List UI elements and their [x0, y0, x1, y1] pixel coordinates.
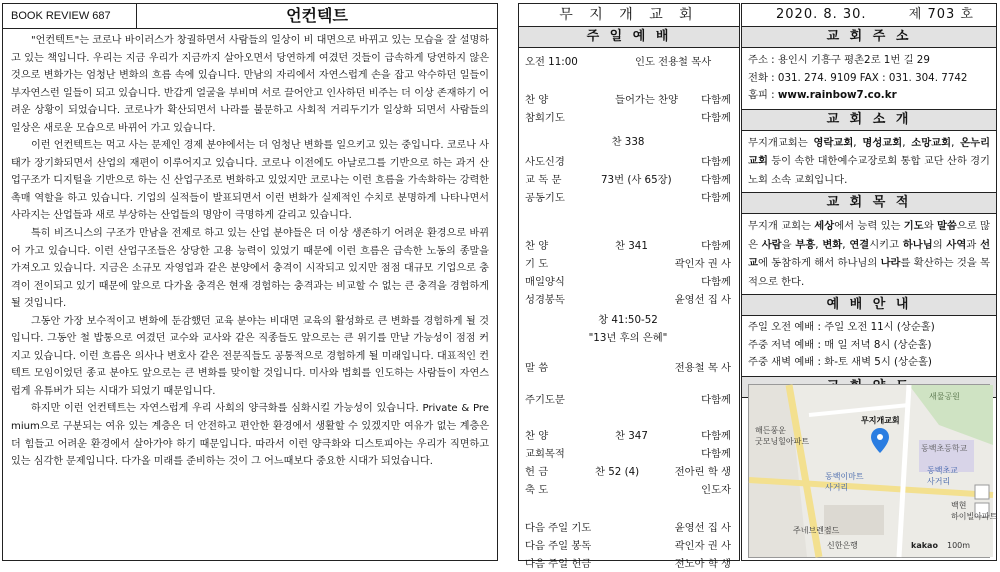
- worship-row-detail: 인도 전용철 목사: [635, 56, 712, 68]
- phone-line: 전화 : 031. 274. 9109 FAX : 031. 304. 7742: [748, 71, 968, 84]
- worship-row-item: 다음 주일 헌금: [525, 558, 592, 570]
- worship-row-leader: 다함께: [701, 156, 731, 168]
- worship-row-leader: 윤영선 집 사: [674, 522, 731, 534]
- map-scale: 100m: [947, 541, 971, 550]
- worship-row-leader: 다함께: [701, 112, 731, 124]
- worship-row-leader: 다함께: [701, 430, 731, 442]
- map-label-mart: 동백이마트 사거리: [825, 472, 864, 492]
- worship-row: [525, 520, 731, 536]
- worship-row-leader: 다함께: [701, 394, 731, 406]
- worship-row: [525, 54, 731, 70]
- worship-row: [525, 238, 731, 254]
- worship-row-item: 찬 양: [525, 240, 549, 252]
- worship-row-item: 매일양식: [525, 276, 565, 288]
- worship-row: [525, 330, 731, 346]
- web-label: 홈피 :: [748, 89, 778, 101]
- purpose-text: 무지개 교회는 세상에서 능력 있는 기도와 말씀으로 많은 사람을 부흥, 변화, 연결시키고 하나님의 사역과 선교에 동참하게 해서 하나님의 나라를 확산하는 것을 목적으로 한다.: [748, 220, 991, 288]
- worship-row: [525, 538, 731, 554]
- purpose-heading: 교 회 목 적: [742, 192, 996, 214]
- review-paragraph: 하지만 이런 언컨텍트는 자연스럽게 우리 사회의 양극화를 심화시킬 가능성이 있습니다. Private & Premium으로 구분되는 여유 있는 계층은 더 안전하고 편안한 환경에서 생활할 수 있겠지만 여유가 없는 계층은 더 힘들고 어려운 환경에서 살아가야 하기 때문입니다. 따라서 이런 양극화와 디스토피아는 우리가 직면하고 있는 심각한 문제입니다. 다가올 미래를 준비하는 것이 그 어느때보다 중요한 시대가 되었습니다.: [11, 403, 489, 468]
- worship-row-item: 다음 주일 봉독: [525, 540, 592, 552]
- worship-row-leader: 다함께: [701, 192, 731, 204]
- worship-row-detail: 들어가는 찬양: [615, 94, 678, 106]
- worship-row-item: 주기도문: [525, 394, 565, 406]
- book-review-body: [3, 29, 497, 471]
- book-review-panel: [2, 3, 498, 561]
- worship-row: [525, 92, 731, 108]
- worship-row-leader: 전아린 학 생: [674, 466, 731, 478]
- worship-row-detail: 찬 341: [615, 240, 648, 252]
- worship-row-item: 다음 주일 기도: [525, 522, 592, 534]
- schedule-heading: 예 배 안 내: [742, 294, 996, 316]
- web-link[interactable]: www.rainbow7.co.kr: [777, 89, 897, 101]
- worship-row-leader: 곽인자 권 사: [674, 540, 731, 552]
- web-line: [748, 87, 990, 105]
- info-panel: [741, 3, 997, 561]
- worship-row: [525, 154, 731, 170]
- worship-row-leader: 전노아 학 생: [674, 558, 731, 570]
- schedule-item: 주중 새벽 예배 : 화-토 새벽 5시 (상순홀): [748, 356, 932, 368]
- intro-heading: 교 회 소 개: [742, 109, 996, 131]
- worship-row-item: 찬 양: [525, 430, 549, 442]
- worship-row: [525, 274, 731, 290]
- book-review-header: [3, 4, 497, 29]
- worship-row-detail: 찬 347: [615, 430, 648, 442]
- worship-row-item: 말 씀: [525, 362, 549, 374]
- bulletin-date-bar: [742, 4, 996, 27]
- worship-row-item: 교회목적: [525, 448, 565, 460]
- map-brand: kakao: [911, 541, 938, 550]
- map-label-cross: 동백초교 사거리: [927, 466, 958, 486]
- worship-row-item: 사도신경: [525, 156, 565, 168]
- worship-row: [525, 428, 731, 444]
- map-label-apt2: 주네브렌점드: [793, 526, 840, 535]
- schedule-item: 주중 저녁 예배 : 매 일 저녁 8시 (상순홀): [748, 338, 932, 351]
- worship-row: [525, 392, 731, 408]
- review-paragraph: 그동안 가장 보수적이고 변화에 둔감했던 교육 분야는 비대면 교육의 활성화로 큰 변화를 경험하게 될 것입니다. 그동안 철 밥통으로 여겼던 교수와 교사와 같은 직종들도 앞으로는 큰 위기를 만날 가능성이 점점 커지고 있습니다. 이런 흐름은 의사나 변호사 같은 전문직들도 공통적으로 경험하게 될 미래입니다. 대표적인 컨텍트 모임이었던 종교 분야도 앞으로는 큰 변화를 맞이할 것입니다. 미사와 법회를 인도하는 사람들이 자연스럽게 유튜버가 되는 시대가 되었기 때문입니다.: [11, 315, 489, 397]
- map-label-church: 무지개교회: [861, 416, 900, 425]
- bulletin-date: 2020. 8. 30.: [776, 7, 867, 22]
- review-paragraph: "언컨텍트"는 코로나 바이러스가 창궐하면서 사람들의 일상이 비 대면으로 바뀌고 있는 모습을 잘 설명하고 있는 책입니다. 우리는 지금 우리가 지금까지 살아오면서 당연하게 여겼던 것들이 급속하게 당연하지 않은 것으로 변화가는 엄청난 변화의 흐름 속에 있습니다. 만남의 자리에서 자연스럽게 손을 잡고 악수하던 일들이 부자연스런 일들이 되고 있습니다. 반갑게 얼굴을 부비며 서로 끌어안고 인사하던 비주는 더 이상 존재하기 어려운 상황이 되었습니다. 코로나가 확산되면서 나라를 불문하고 사회적 거리두기가 일상화 되면서 사람들의 일상은 새로운 모습으로 바뀌어 가고 있습니다.: [11, 35, 489, 134]
- worship-row-item: 오전 11:00: [525, 56, 578, 68]
- worship-row-leader: 다함께: [701, 94, 731, 106]
- worship-row-item: 헌 금: [525, 466, 549, 478]
- worship-row-item: 교 독 문: [525, 174, 562, 186]
- address-line: 주소 : 용인시 기흥구 평촌2로 1번 길 29: [748, 54, 930, 66]
- address-heading: 교 회 주 소: [742, 27, 996, 48]
- worship-row-detail: 73번 (사 65장): [601, 174, 672, 186]
- review-paragraph: 특히 비즈니스의 구조가 만남을 전제로 하고 있는 산업 분야들은 더 이상 생존하기 어려운 환경으로 바뀌어 가고 있습니다. 이런 산업구조들은 상당한 고용 능력이 있었기 때문에 이런 흐름은 급속한 노동의 종말을 가져오고 있습니다. 지금은 소규모 자영업과 같은 분양에서 충격이 시작되고 있지만 점점 대규모 기업으로 충격이 전이되고 있기 때문에 앞으로 다가올 충격은 현재 경험하는 충격과는 비교할 수 없는 큰 충격을 경험하게 될 것입니다.: [11, 228, 489, 310]
- map-label-apt1: 해든풍운 굿모닝힐아파트: [755, 426, 810, 446]
- worship-order: [519, 48, 739, 570]
- church-name: 무 지 개 교 회: [519, 4, 739, 27]
- worship-row-leader: 다함께: [701, 276, 731, 288]
- worship-row-center: "13년 후의 은혜": [588, 332, 668, 344]
- map-label-school: 동백초등학교: [921, 444, 968, 453]
- book-review-label: BOOK REVIEW 687: [3, 4, 137, 28]
- worship-row-detail: 찬 52 (4): [595, 466, 640, 478]
- worship-row-center: 창 41:50-52: [598, 314, 658, 326]
- worship-row: [525, 134, 731, 150]
- worship-row-leader: 곽인자 권 사: [674, 258, 731, 270]
- worship-heading: 주 일 예 배: [519, 27, 739, 48]
- worship-row-item: 축 도: [525, 484, 549, 496]
- worship-row: [525, 556, 731, 572]
- book-review-title: 언컨텍트: [286, 6, 348, 25]
- worship-row-leader: 다함께: [701, 240, 731, 252]
- worship-row-item: 찬 양: [525, 94, 549, 106]
- schedule-item: 주일 오전 예배 : 주일 오전 11시 (상순홀): [748, 321, 935, 333]
- worship-row-item: 기 도: [525, 258, 549, 270]
- worship-row-item: 참회기도: [525, 112, 565, 124]
- worship-row-item: 성경봉독: [525, 294, 565, 306]
- worship-row: [525, 110, 731, 126]
- review-paragraph: 이런 언컨텍트는 먹고 사는 문제인 경제 분야에서는 더 엄청난 변화를 일으키고 있는 중입니다. 코로나 사태가 장기화되면서 산업의 재편이 이루어지고 있습니다. 코로나 이전에도 아날로그를 기반으로 하는 과거 산업구조가 디지털을 기반으로 하는 신 산업구조로 변화하고 있었지만 코로나는 이런 흐름을 가속화하는 강력한 촉매 역할을 하고 있습니다. 기업의 실적들이 발표되면서 이런 변화가 실제적인 수치로 분명하게 나타나면서 사라지는 산업들과 새로 부상하는 산업들의 명암이 극명하게 갈리고 있습니다.: [11, 140, 489, 222]
- map-label-apt3: 백현 하이빌아파트: [951, 501, 998, 521]
- worship-row: [525, 172, 731, 188]
- worship-row-leader: 다함께: [701, 174, 731, 186]
- map-label-park: 새물공원: [929, 392, 960, 401]
- address-block: [742, 48, 996, 109]
- worship-panel: [518, 3, 740, 570]
- worship-row-center: 찬 338: [611, 136, 645, 148]
- worship-row: [525, 190, 731, 206]
- worship-row: [525, 312, 731, 328]
- bulletin-issue: 제 703 호: [908, 7, 974, 22]
- church-map[interactable]: [748, 384, 998, 558]
- worship-row-leader: 다함께: [701, 448, 731, 460]
- worship-row-leader: 인도자: [701, 484, 731, 496]
- intro-text: 무지개교회는 영락교회, 명성교회, 소망교회, 온누리 교회 등이 속한 대한예수교장로회 통합 교단 산하 경기노회 소속 교회입니다.: [748, 136, 991, 186]
- worship-row-leader: 윤영선 집 사: [674, 294, 731, 306]
- worship-row: [525, 256, 731, 272]
- worship-row-item: 공동기도: [525, 192, 565, 204]
- worship-row: [525, 482, 731, 498]
- map-label-bank: 신한은행: [827, 541, 858, 550]
- worship-row: [525, 360, 731, 376]
- worship-row: [525, 292, 731, 308]
- worship-row-leader: 전용철 목 사: [674, 362, 731, 374]
- schedule-list: [742, 316, 996, 376]
- worship-row: [525, 446, 731, 462]
- worship-row: [525, 464, 731, 480]
